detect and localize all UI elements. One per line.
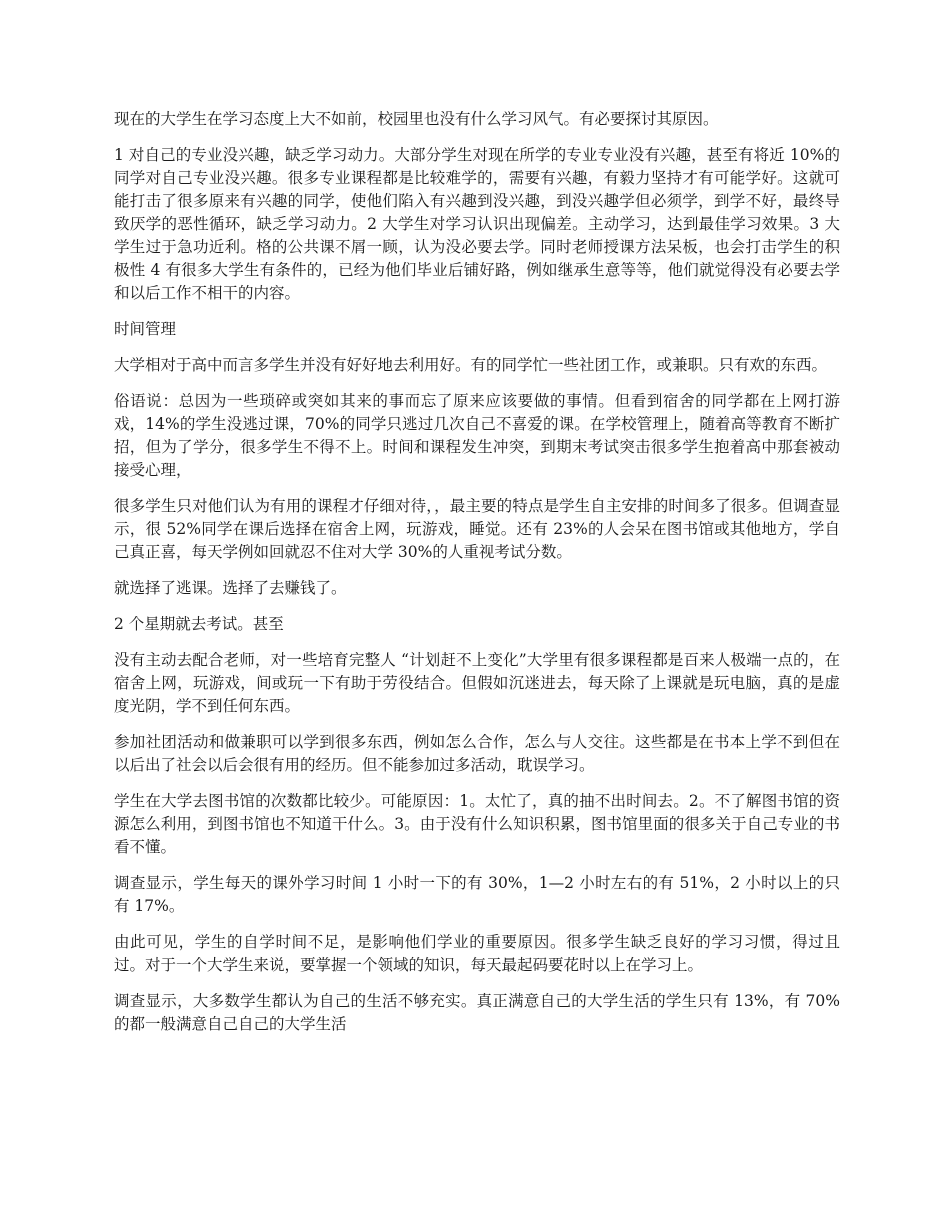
document-body xyxy=(114,108,840,1049)
paragraph: 学生在大学去图书馆的次数都比较少。可能原因：1。太忙了，真的抽不出时间去。2。不了解图书馆的资源怎么利用，到图书馆也不知道干什么。3。由于没有什么知识积累，图书馆里面的很多关于自己专业的书看不懂。 xyxy=(114,792,840,856)
paragraph: 俗语说：总因为一些琐碎或突如其来的事而忘了原来应该要做的事情。但看到宿舍的同学都在上网打游戏，14%的学生没逃过课，70%的同学只逃过几次自己不喜爱的课。在学校管理上，随着高等教育不断扩招，但为了学分，很多学生不得不上。时间和课程发生冲突，到期末考试突击很多学生抱着高中那套被动接受心理， xyxy=(114,392,840,479)
paragraph: 就选择了逃课。选择了去赚钱了。 xyxy=(114,579,347,597)
paragraph: 参加社团活动和做兼职可以学到很多东西，例如怎么合作，怎么与人交往。这些都是在书本上学不到但在以后出了社会以后会很有用的经历。但不能参加过多活动，耽误学习。 xyxy=(114,733,840,774)
paragraph-reasons: 1 对自己的专业没兴趣，缺乏学习动力。大部分学生对现在所学的专业专业没有兴趣，甚至有将近 10%的同学对自己专业没兴趣。很多专业课程都是比较难学的，需要有兴趣，有毅力坚持才有可能学好。这就可能打击了很多原来有兴趣的同学，使他们陷入有兴趣到没兴趣，到没兴趣学但必须学，到学不好，最终导致厌学的恶性循环，缺乏学习动力。2 大学生对学习认识出现偏差。主动学习，达到最佳学习效果。3 大学生过于急功近利。格的公共课不屑一顾，认为没必要去学。同时老师授课方法呆板，也会打击学生的积极性 4 有很多大学生有条件的，已经为他们毕业后铺好路，例如继承生意等等，他们就觉得没有必要去学和以后工作不相干的内容。 xyxy=(114,146,840,302)
paragraph: 2 个星期就去考试。甚至 xyxy=(114,615,284,633)
paragraph: 大学相对于高中而言多学生并没有好好地去利用好。有的同学忙一些社团工作，或兼职。只有欢的东西。 xyxy=(114,356,828,374)
paragraph: 由此可见，学生的自学时间不足，是影响他们学业的重要原因。很多学生缺乏良好的学习习惯，得过且过。对于一个大学生来说，要掌握一个领域的知识，每天最起码要花时以上在学习上。 xyxy=(114,933,840,974)
paragraph: 调查显示，大多数学生都认为自己的生活不够充实。真正满意自己的大学生活的学生只有 13%，有 70%的都一般满意自己自己的大学生活 xyxy=(114,992,840,1033)
paragraph: 很多学生只对他们认为有用的课程才仔细对待，，最主要的特点是学生自主安排的时间多了很多。但调查显示，很 52%同学在课后选择在宿舍上网，玩游戏，睡觉。还有 23%的人会呆在图书馆或其他地方，学自己真正喜，每天学例如回就忍不住对大学 30%的人重视考试分数。 xyxy=(114,497,840,561)
paragraph: 调查显示，学生每天的课外学习时间 1 小时一下的有 30%，1—2 小时左右的有 51%，2 小时以上的只有 17%。 xyxy=(114,874,840,915)
section-heading-time-management: 时间管理 xyxy=(114,320,177,338)
paragraph: 没有主动去配合老师，对一些培育完整人 “计划赶不上变化”大学里有很多课程都是百来人极端一点的，在宿舍上网，玩游戏，间或玩一下有助于劳役结合。但假如沉迷进去，每天除了上课就是玩电脑，真的是虚度光阴，学不到任何东西。 xyxy=(114,651,840,715)
paragraph-intro: 现在的大学生在学习态度上大不如前，校园里也没有什么学习风气。有必要探讨其原因。 xyxy=(114,110,719,128)
